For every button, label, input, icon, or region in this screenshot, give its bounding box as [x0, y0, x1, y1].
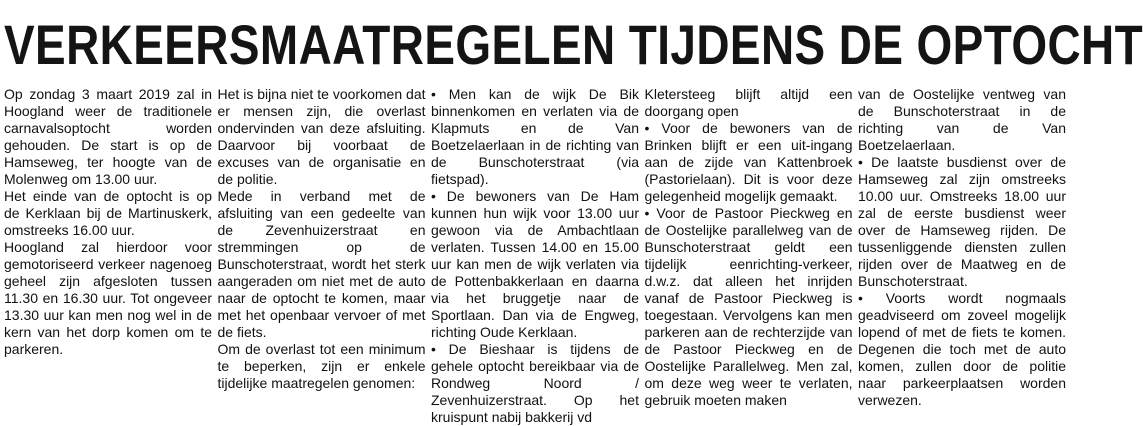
- article-column-2: [218, 86, 426, 398]
- paragraph: Op zondag 3 maart 2019 zal in Hoogland weer de traditionele carnavalsoptocht worden gehouden. De start is op de Hamseweg, ter hoogte van de Molenweg om 13.00 uur.: [4, 86, 212, 187]
- paragraph: Het is bijna niet te voorkomen dat er mensen zijn, die overlast ondervinden van deze afsluiting. Daarvoor bij voorbaat de excuses van de organisatie en de politie.: [217, 86, 426, 187]
- bullet-paragraph: • Voor de Pastoor Pieckweg en de Oostelijke parallelweg van de Bunschoterstraat geldt een tijdelijk eenrichting-verkeer, d.w.z. dat alleen het inrijden vanaf de Pastoor Pieckweg is toegestaan. Vervolgens kan men parkeren aan de rechterzijde van de Pastoor Pieckweg en de Oostelijke Parallelweg. Men zal, om deze weg weer te verlaten, gebruik moeten maken: [645, 205, 853, 409]
- bullet-paragraph: • Men kan de wijk De Bik binnenkomen en verlaten via de Klapmuts en de Van Boetzelaerlaan in de richting van de Bunschoterstraat (via fietspad).: [431, 86, 639, 188]
- bullet-paragraph: • De bewoners van De Ham kunnen hun wijk voor 13.00 uur gewoon via de Ambachtlaan verlaten. Tussen 14.00 en 15.00 uur kan men de wijk verlaten via de Pottenbakkerlaan en daarna via het bruggetje naar de Sportlaan. Dan via de Engweg, richting Oude Kerklaan.: [431, 188, 639, 341]
- article-column-1: [4, 86, 212, 398]
- paragraph: van de Oostelijke ventweg van de Bunschoterstraat in de richting van de Van Boetzelaerlaan.: [858, 86, 1066, 153]
- article-headline: VERKEERSMAATREGELEN TIJDENS DE OPTOCHT: [4, 13, 1143, 76]
- bullet-paragraph: • Voorts wordt nogmaals geadviseerd om zoveel mogelijk lopend of met de fiets te komen. Degenen die toch met de auto komen, zullen door de politie naar parkeerplaatsen worden verwezen.: [858, 290, 1066, 409]
- bullet-paragraph: • De laatste busdienst over de Hamseweg zal zijn omstreeks 10.00 uur. Omstreeks 18.00 uur zal de eerste busdienst weer over de Hamseweg rijden. De tussenliggende diensten zullen rijden over de Maatweg en de Bunschoterstraat.: [858, 154, 1066, 290]
- bullet-paragraph: • Voor de bewoners van de Brinken blijft er een uit-ingang aan de zijde van Kattenbroek (Pastorielaan). Dit is voor deze gelegenheid mogelijk gemaakt.: [645, 120, 853, 205]
- article-column-4: [644, 86, 853, 408]
- article-column-5: [858, 86, 1067, 408]
- paragraph: Kletersteeg blijft altijd een doorgang open: [644, 86, 853, 119]
- paragraph: Mede in verband met de afsluiting van een gedeelte van de Zevenhuizerstraat en stremmingen op de Bunschoterstraat, wordt het sterk aangeraden om niet met de auto naar de optocht te komen, maar met het openbaar vervoer of met de fiets.: [217, 188, 426, 340]
- paragraph: Hoogland zal hierdoor voor gemotoriseerd verkeer nagenoeg geheel zijn afgesloten tussen 11.30 en 16.30 uur. Tot ongeveer 13.30 uur kan men nog wel in de kern van het dorp komen om te parkeren.: [4, 239, 212, 357]
- bullet-paragraph: • De Bieshaar is tijdens de gehele optocht bereikbaar via de Rondweg Noord / Zevenhuizerstraat. Op het kruispunt nabij bakkerij vd: [431, 341, 639, 426]
- article-body: [4, 86, 1067, 425]
- article-column-3: [431, 86, 639, 425]
- paragraph: Om de overlast tot een minimum te beperken, zijn er enkele tijdelijke maatregelen genomen:: [217, 341, 426, 391]
- paragraph: Het einde van de optocht is op de Kerklaan bij de Martinuskerk, omstreeks 16.00 uur.: [4, 188, 212, 238]
